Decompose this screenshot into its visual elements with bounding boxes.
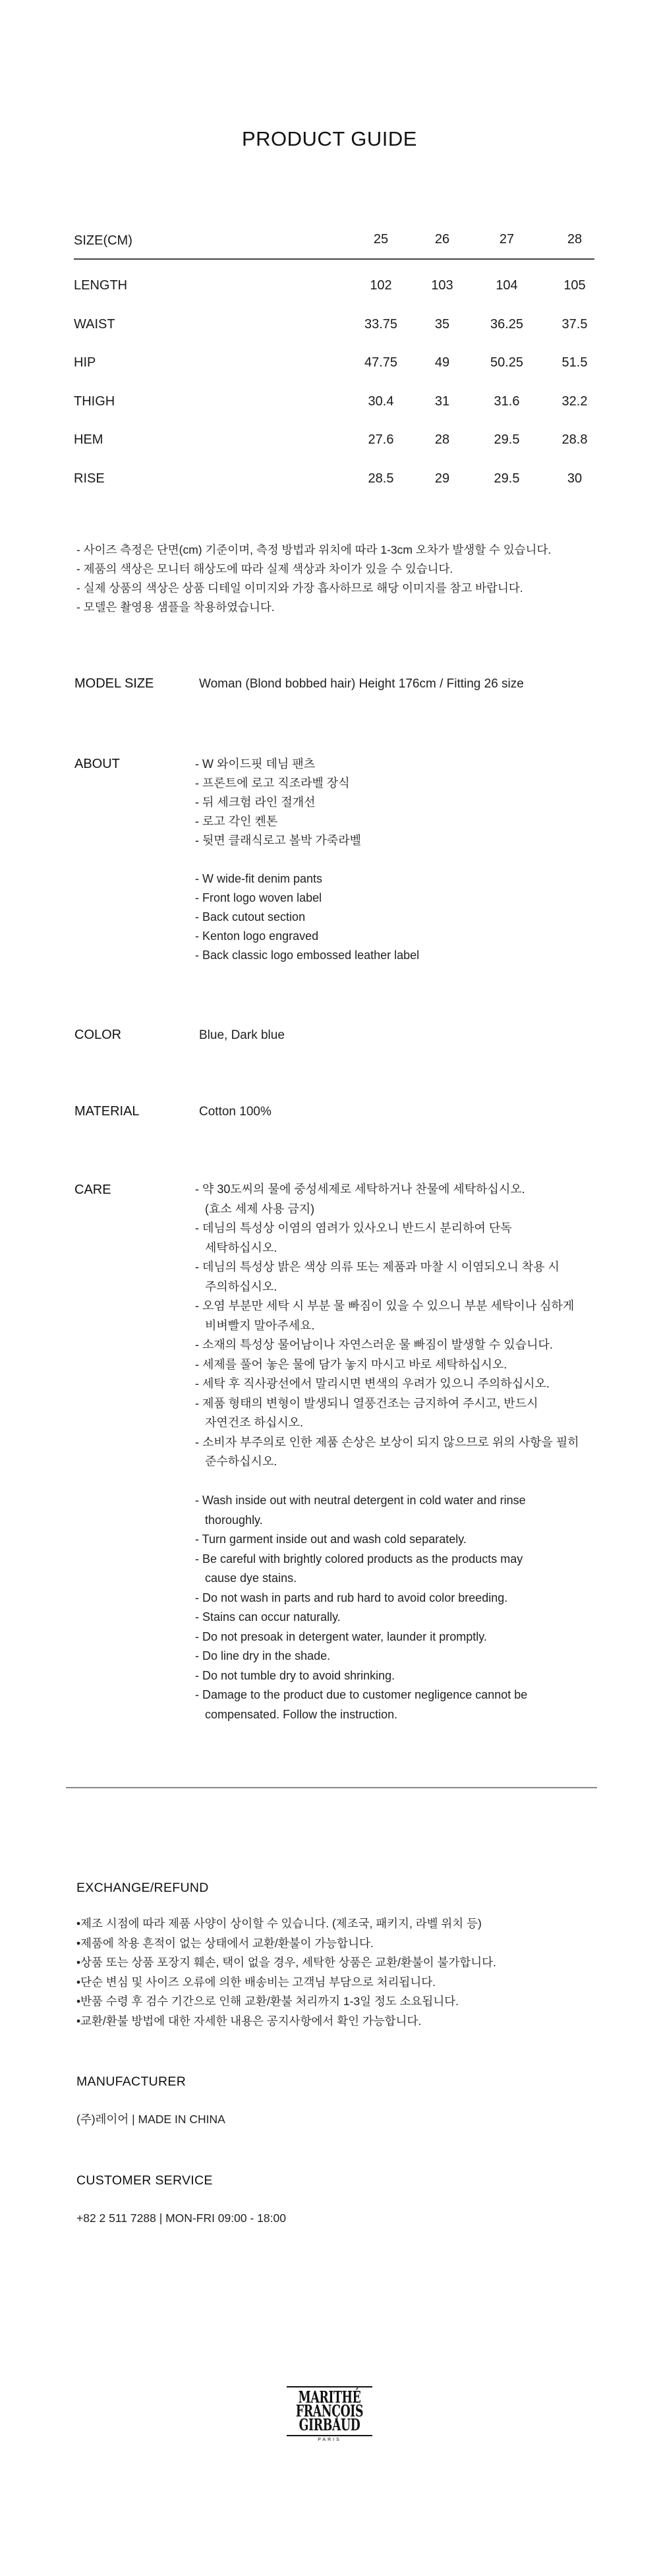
care-line: - 소재의 특성상 물어남이나 자연스러운 물 빠짐이 발생할 수 있습니다.	[195, 1338, 553, 1351]
about-line: - 뒤 세크험 라인 절개선	[195, 796, 316, 809]
about-line: - 뒷면 클래식로고 볼박 가죽라벨	[195, 834, 362, 847]
about-line: - Kenton logo engraved	[195, 929, 319, 943]
page-title: PRODUCT GUIDE	[241, 127, 417, 150]
exchange-line: •상품 또는 상품 포장지 훼손, 택이 없을 경우, 세탁한 상품은 교환/환불이 불가합니다.	[76, 1956, 496, 1969]
measure-value: 31.6	[494, 394, 520, 409]
measure-label: LENGTH	[74, 278, 128, 293]
care-line: - 오염 부분만 세탁 시 부분 물 빠짐이 있을 수 있으니 부분 세탁이나 심하게	[195, 1299, 575, 1312]
measure-value: 28.8	[561, 432, 588, 447]
size-row-hem	[74, 432, 594, 459]
material-value: Cotton 100%	[199, 1105, 272, 1119]
exchange-line: •반품 수령 후 검수 기간으로 인해 교환/환불 처리까지 1-3일 정도 소요됩니다.	[76, 1995, 459, 2008]
measure-value: 105	[563, 278, 586, 293]
care-spacer	[195, 1472, 604, 1492]
logo-word-marithe: MARITHÉ	[298, 2387, 361, 2407]
measure-label: THIGH	[74, 394, 115, 409]
about-line: - W 와이드핏 데님 팬츠	[195, 757, 316, 771]
size-row-waist	[74, 317, 594, 343]
measure-value: 29.5	[494, 432, 520, 447]
care-line: - Be careful with brightly colored products as the products may	[195, 1552, 523, 1566]
logo-bottom-rule	[287, 2435, 372, 2436]
size-row-hip	[74, 355, 594, 382]
care-line: 자연건조 하십시오.	[195, 1416, 304, 1429]
size-row-rise	[74, 471, 594, 498]
measure-value: 27.6	[368, 432, 394, 447]
size-column-header: 25	[373, 232, 389, 247]
size-row-length	[74, 278, 594, 305]
care-line: - 데님의 특성상 이염의 염려가 있사오니 반드시 분리하여 단독	[195, 1221, 512, 1235]
note-line: - 사이즈 측정은 단면(cm) 기준이며, 측정 방법과 위치에 따라 1-3cm 오차가 발생할 수 있습니다.	[76, 543, 552, 556]
size-header-label: SIZE(CM)	[74, 233, 132, 248]
size-column-header: 26	[434, 232, 450, 247]
care-line: - Do not presoak in detergent water, launder it promptly.	[195, 1629, 487, 1643]
measure-value: 47.75	[364, 355, 398, 370]
about-label: ABOUT	[74, 757, 120, 771]
care-line: - 세탁 후 직사광선에서 말리시면 변색의 우려가 있으니 주의하십시오.	[195, 1377, 550, 1390]
care-line: - Wash inside out with neutral detergent in cold water and rinse	[195, 1494, 526, 1507]
color-label: COLOR	[74, 1028, 122, 1042]
customer-service-heading: CUSTOMER SERVICE	[76, 2173, 213, 2188]
exchange-line: •교환/환불 방법에 대한 자세한 내용은 공지사항에서 확인 가능합니다.	[76, 2014, 422, 2028]
size-table-header	[74, 229, 594, 260]
care-line: - Stains can occur naturally.	[195, 1610, 341, 1624]
note-line: - 제품의 색상은 모니터 해상도에 따라 실제 색상과 차이가 있을 수 있습니다.	[76, 562, 453, 575]
measure-value: 33.75	[364, 317, 398, 332]
care-line: - Do not wash in parts and rub hard to avoid color breeding.	[195, 1591, 508, 1604]
measure-value: 29.5	[494, 471, 520, 486]
note-line: - 모델은 촬영용 샘플을 착용하였습니다.	[76, 600, 275, 614]
care-line: - 세제를 풀어 놓은 물에 담가 놓지 마시고 바로 세탁하십시오.	[195, 1357, 507, 1371]
size-column-header: 28	[567, 232, 583, 247]
measure-value: 50.25	[490, 355, 524, 370]
about-spacer	[195, 850, 419, 869]
measure-value: 32.2	[561, 394, 588, 409]
care-line: - Do not tumble dry to avoid shrinking.	[195, 1668, 395, 1682]
about-line: - 프론트에 로고 직조라벨 장식	[195, 776, 350, 790]
section-divider	[66, 1787, 597, 1788]
care-line: 준수하십시오.	[195, 1455, 277, 1468]
measure-value: 51.5	[561, 355, 588, 370]
care-line: - 소비자 부주의로 인한 제품 손상은 보상이 되지 않으므로 위의 사항을 필히	[195, 1435, 579, 1449]
care-line: 주의하십시오.	[195, 1279, 277, 1293]
about-line: - Back cutout section	[195, 910, 306, 923]
care-line: - 데님의 특성상 밝은 색상 의류 또는 제품과 마찰 시 이염되오니 착용 시	[195, 1260, 559, 1273]
measure-value: 49	[434, 355, 450, 370]
measure-label: HIP	[74, 355, 96, 370]
about-line: - Front logo woven label	[195, 891, 322, 904]
care-line: - 제품 형태의 변형이 발생되니 열풍건조는 금지하여 주시고, 반드시	[195, 1396, 538, 1410]
about-line: - Back classic logo embossed leather label	[195, 949, 420, 962]
exchange-line: •제조 시점에 따라 제품 사양이 상이할 수 있습니다. (제조국, 패키지, 라벨 위치 등)	[76, 1917, 482, 1930]
care-line: - Damage to the product due to customer negligence cannot be	[195, 1688, 528, 1701]
care-line: - Turn garment inside out and wash cold separately.	[195, 1533, 467, 1546]
about-line: - W wide-fit denim pants	[195, 872, 323, 885]
logo-word-girbaud: GIRBAUD	[299, 2415, 360, 2434]
measure-value: 102	[370, 278, 392, 293]
measure-value: 30	[567, 471, 583, 486]
care-line: thoroughly.	[195, 1513, 263, 1527]
exchange-line: •단순 변심 및 사이즈 오류에 의한 배송비는 고객님 부담으로 처리됩니다.	[76, 1975, 436, 1989]
measure-value: 28	[434, 432, 450, 447]
measure-value: 31	[434, 394, 450, 409]
measure-value: 30.4	[368, 394, 394, 409]
size-notes	[76, 541, 551, 617]
manufacturer-value: (주)레이어 | MADE IN CHINA	[76, 2113, 225, 2126]
measure-value: 29	[434, 471, 450, 486]
exchange-line: •제품에 착용 흔적이 없는 상태에서 교환/환불이 가능합니다.	[76, 1936, 374, 1950]
measure-label: RISE	[74, 471, 105, 486]
logo-word-francois: FRANÇOIS	[295, 2401, 364, 2420]
size-column-header: 27	[499, 232, 515, 247]
exchange-refund-heading: EXCHANGE/REFUND	[76, 1881, 209, 1895]
material-label: MATERIAL	[74, 1104, 140, 1119]
measure-value: 103	[431, 278, 453, 293]
care-list	[195, 1180, 604, 1724]
care-line: cause dye stains.	[195, 1571, 297, 1585]
care-line: 세탁하십시오.	[195, 1241, 277, 1254]
logo-paris: PARIS	[318, 2438, 341, 2442]
about-line: - 로고 각인 켄톤	[195, 815, 278, 828]
care-label: CARE	[74, 1183, 111, 1197]
about-list	[195, 755, 419, 965]
care-line: - Do line dry in the shade.	[195, 1649, 331, 1662]
measure-value: 104	[496, 278, 518, 293]
measure-value: 28.5	[368, 471, 394, 486]
measure-value: 35	[434, 317, 450, 332]
measure-value: 36.25	[490, 317, 524, 332]
color-value: Blue, Dark blue	[199, 1028, 285, 1042]
exchange-refund-list	[76, 1914, 496, 2031]
care-line: compensated. Follow the instruction.	[195, 1707, 398, 1721]
brand-logo	[281, 2386, 378, 2452]
care-line: 비벼빨지 말아주세요.	[195, 1318, 315, 1332]
model-size-label: MODEL SIZE	[74, 676, 154, 691]
measure-label: HEM	[74, 432, 103, 447]
care-line: - 약 30도씨의 물에 중성세제로 세탁하거나 찬물에 세탁하십시오.	[195, 1183, 525, 1196]
care-line: (효소 세제 사용 금지)	[195, 1202, 315, 1215]
measure-value: 37.5	[561, 317, 588, 332]
size-row-thigh	[74, 394, 594, 421]
model-size-value: Woman (Blond bobbed hair) Height 176cm / Fitting 26 size	[199, 677, 524, 691]
note-line: - 실제 상품의 색상은 상품 디테일 이미지와 가장 흡사하므로 해당 이미지를 참고 바랍니다.	[76, 581, 523, 595]
manufacturer-heading: MANUFACTURER	[76, 2074, 186, 2089]
customer-service-value: +82 2 511 7288 | MON-FRI 09:00 - 18:00	[76, 2211, 286, 2225]
measure-label: WAIST	[74, 317, 115, 332]
